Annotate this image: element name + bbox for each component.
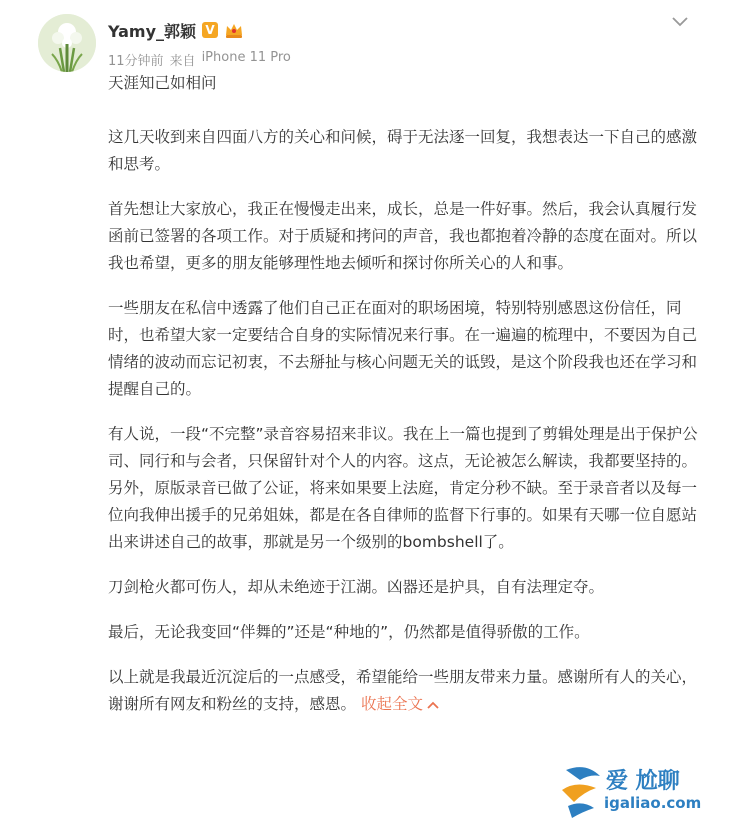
- post-paragraph: 这几天收到来自四面八方的关心和问候，碍于无法逐一回复，我想表达一下自己的感激和思考。: [108, 128, 698, 173]
- post-paragraph: 一些朋友在私信中透露了他们自己正在面对的职场困境，特别特别感恩这份信任，同时，也希望大家一定要结合自身的实际情况来行事。在一遍遍的梳理中，不要因为自己情绪的波动而忘记初衷，不去掰扯与核心问题无关的诋毁，是这个阶段我也还在学习和提醒自己的。: [108, 299, 698, 398]
- more-options-button[interactable]: [670, 12, 690, 32]
- source-prefix: 来自: [169, 54, 196, 69]
- username[interactable]: Yamy_郭颖: [108, 21, 197, 41]
- post-meta: [108, 50, 291, 69]
- post-paragraph-last: [108, 664, 708, 718]
- avatar[interactable]: [38, 14, 96, 72]
- vip-badge-icon[interactable]: V: [202, 22, 218, 38]
- chevron-down-icon: [672, 17, 688, 27]
- site-watermark: [556, 758, 726, 828]
- membership-crown-icon[interactable]: [224, 21, 244, 39]
- post-paragraph: 首先想让大家放心，我正在慢慢走出来，成长，总是一件好事。然后，我会认真履行发函前已签署的各项工作。对于质疑和拷问的声音，我也都抱着冷静的态度在面对。所以我也希望，更多的朋友能够理性地去倾听和探讨你所关心的人和事。: [108, 200, 698, 272]
- chevron-up-icon: [426, 700, 440, 710]
- watermark-logo-icon: [556, 762, 606, 822]
- header-name-row: [108, 18, 244, 42]
- post-title: 天涯知己如相问: [108, 74, 217, 92]
- avatar-image: [38, 14, 96, 72]
- watermark-url: igaliao.com: [604, 794, 702, 812]
- watermark-text: 爱 尬聊: [606, 769, 680, 794]
- post-device[interactable]: iPhone 11 Pro: [201, 50, 291, 65]
- post-paragraph: 有人说，一段“不完整”录音容易招来非议。我在上一篇也提到了剪辑处理是出于保护公司、同行和与会者，只保留针对个人的内容。这点，无论被怎么解读，我都要坚持的。另外，原版录音已做了公证，将来如果要上法庭，肯定分秒不缺。至于录音者以及每一位向我伸出援手的兄弟姐妹，都是在各自律师的监督下行事的。如果有天哪一位自愿站出来讲述自己的故事，那就是另一个级别的bombshell了。: [108, 425, 698, 551]
- post-paragraph: 刀剑枪火都可伤人，却从未绝迹于江湖。凶器还是护具，自有法理定夺。: [108, 578, 605, 596]
- post-time[interactable]: 11分钟前: [108, 54, 164, 69]
- collapse-full-text-link[interactable]: [361, 695, 440, 713]
- post-paragraph-text: 以上就是我最近沉淀后的一点感受，希望能给一些朋友带来力量。感谢所有人的关心，谢谢所有网友和粉丝的支持，感恩。: [108, 668, 698, 713]
- post-content: [108, 70, 708, 736]
- collapse-label: 收起全文: [360, 695, 423, 713]
- post-paragraph: 最后，无论我变回“伴舞的”还是“种地的”，仍然都是值得骄傲的工作。: [108, 623, 590, 641]
